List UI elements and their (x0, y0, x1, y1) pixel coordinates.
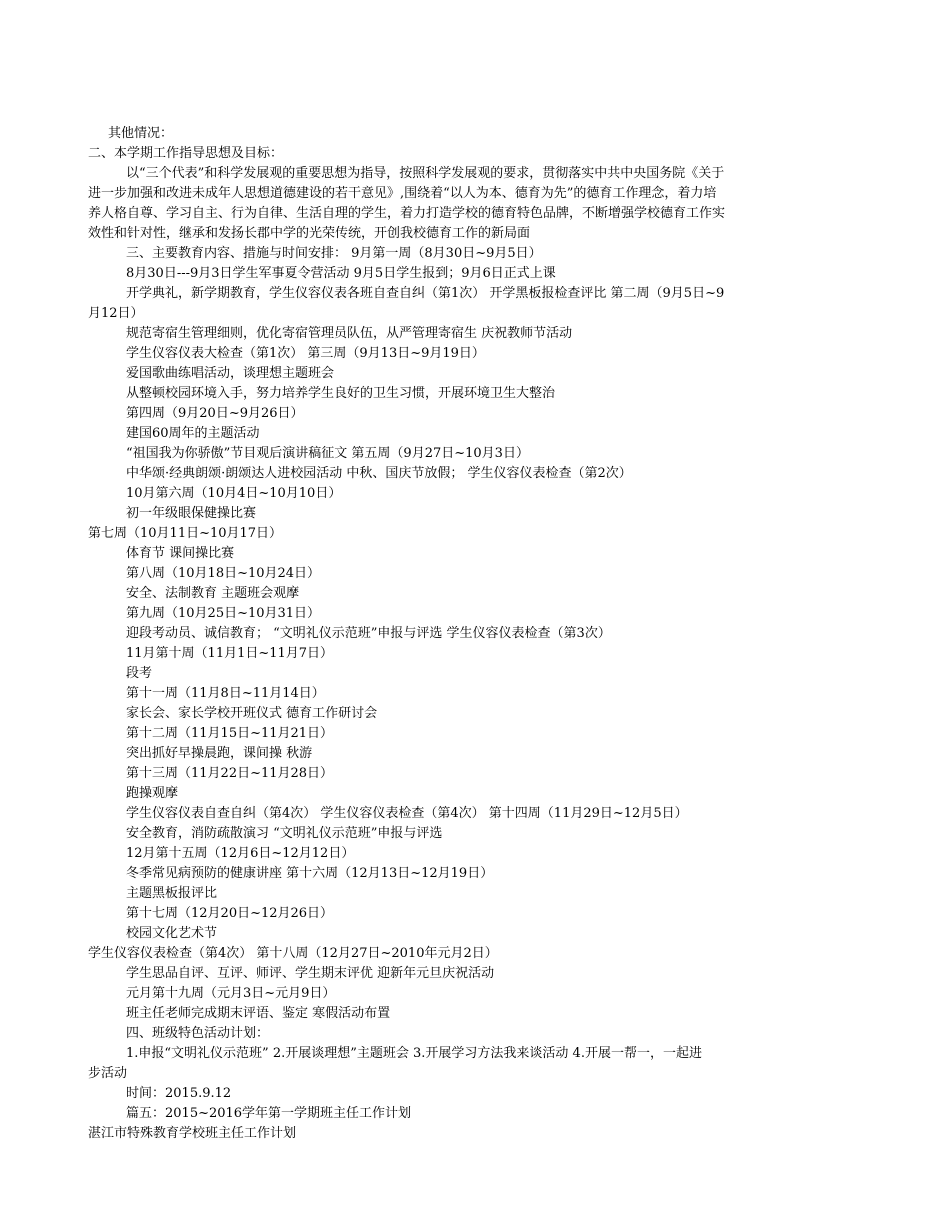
text-line: 第十七周（12月20日~12月26日） (126, 906, 334, 921)
text-line: 进一步加强和改进未成年人思想道德建设的若干意见》,围绕着“以人为本、德育为先”的德育工作理念，着力培 (88, 186, 717, 201)
text-line: 时间：2015.9.12 (126, 1086, 232, 1101)
text-line: 体育节 课间操比赛 (126, 546, 235, 561)
text-line: 月12日） (88, 306, 144, 321)
text-line: 段考 (126, 666, 153, 681)
text-line: 初一年级眼保健操比赛 (126, 506, 257, 521)
text-line: 中华颂·经典朗颂·朗颂达人进校园活动 中秋、国庆节放假； 学生仪容仪表检查（第2次） (126, 466, 632, 481)
text-line: 第十二周（11月15日~11月21日） (126, 726, 334, 741)
text-line: 1.申报“文明礼仪示范班” 2.开展谈理想”主题班会 3.开展学习方法我来谈活动 4.开展一帮一，一起进 (126, 1046, 702, 1061)
text-line: 迎段考动员、诚信教育； “文明礼仪示范班”申报与评选 学生仪容仪表检查（第3次） (126, 626, 611, 641)
text-line: 学生仪容仪表自查自纠（第4次） 学生仪容仪表检查（第4次） 第十四周（11月29日~12月5日） (126, 806, 688, 821)
text-line: 安全、法制教育 主题班会观摩 (126, 586, 300, 601)
text-line: 效性和针对性，继承和发扬长郡中学的光荣传统，开创我校德育工作的新局面 (88, 226, 531, 241)
text-line: 从整顿校园环境入手，努力培养学生良好的卫生习惯，开展环境卫生大整治 (126, 386, 556, 401)
text-line: 其他情况： (108, 126, 174, 141)
text-line: 爱国歌曲练唱活动，谈理想主题班会 (126, 366, 335, 381)
text-line: 步活动 (88, 1066, 128, 1081)
text-line: 第十一周（11月8日~11月14日） (126, 686, 325, 701)
text-line: 学生思品自评、互评、师评、学生期末评优 迎新年元旦庆祝活动 (126, 966, 495, 981)
text-line: 第八周（10月18日~10月24日） (126, 566, 321, 581)
text-line: 四、班级特色活动计划： (126, 1026, 270, 1041)
text-line: 以“三个代表”和科学发展观的重要思想为指导，按照科学发展观的要求，贯彻落实中共中央国务院《关于 (126, 166, 725, 181)
text-line: 12月第十五周（12月6日~12月12日） (126, 846, 355, 861)
text-line: 二、本学期工作指导思想及目标： (88, 146, 284, 161)
text-line: 跑操观摩 (126, 786, 179, 801)
text-line: 学生仪容仪表大检查（第1次） 第三周（9月13日~9月19日） (126, 346, 485, 361)
text-line: 班主任老师完成期末评语、鉴定 寒假活动布置 (126, 1006, 391, 1021)
text-line: 第四周（9月20日~9月26日） (126, 406, 304, 421)
text-line: 安全教育，消防疏散演习 “文明礼仪示范班”申报与评选 (126, 826, 443, 841)
text-line: 8月30日---9月3日学生军事夏令营活动 9月5日学生报到；9月6日正式上课 (126, 266, 556, 281)
text-line: 主题黑板报评比 (126, 886, 218, 901)
text-line: 第十三周（11月22日~11月28日） (126, 766, 334, 781)
text-line: 第七周（10月11日~10月17日） (88, 526, 283, 541)
text-line: 建国60周年的主题活动 (126, 426, 260, 441)
text-line: 10月第六周（10月4日~10月10日） (126, 486, 342, 501)
text-line: 校园文化艺术节 (126, 926, 218, 941)
text-line: “祖国我为你骄傲”节目观后演讲稿征文 第五周（9月27日~10月3日） (126, 446, 529, 461)
text-line: 元月第十九周（元月3日~元月9日） (126, 986, 336, 1001)
text-line: 第九周（10月25日~10月31日） (126, 606, 321, 621)
text-line: 规范寄宿生管理细则，优化寄宿管理员队伍，从严管理寄宿生 庆祝教师节活动 (126, 326, 573, 341)
text-line: 11月第十周（11月1日~11月7日） (126, 646, 334, 661)
text-line: 湛江市特殊教育学校班主任工作计划 (88, 1126, 297, 1141)
text-line: 篇五：2015~2016学年第一学期班主任工作计划 (126, 1106, 412, 1121)
text-line: 学生仪容仪表检查（第4次） 第十八周（12月27日~2010年元月2日） (88, 946, 498, 961)
text-line: 开学典礼，新学期教育，学生仪容仪表各班自查自纠（第1次） 开学黑板报检查评比 第二周（9月5日~9 (126, 286, 725, 301)
text-line: 养人格自尊、学习自主、行为自律、生活自理的学生，着力打造学校的德育特色品牌，不断增强学校德育工作实 (88, 206, 726, 221)
text-line: 三、主要教育内容、措施与时间安排： 9月第一周（8月30日~9月5日） (126, 246, 542, 261)
text-line: 突出抓好早操晨跑，课间操 秋游 (126, 746, 313, 761)
text-line: 冬季常见病预防的健康讲座 第十六周（12月13日~12月19日） (126, 866, 494, 881)
text-line: 家长会、家长学校开班仪式 德育工作研讨会 (126, 706, 378, 721)
